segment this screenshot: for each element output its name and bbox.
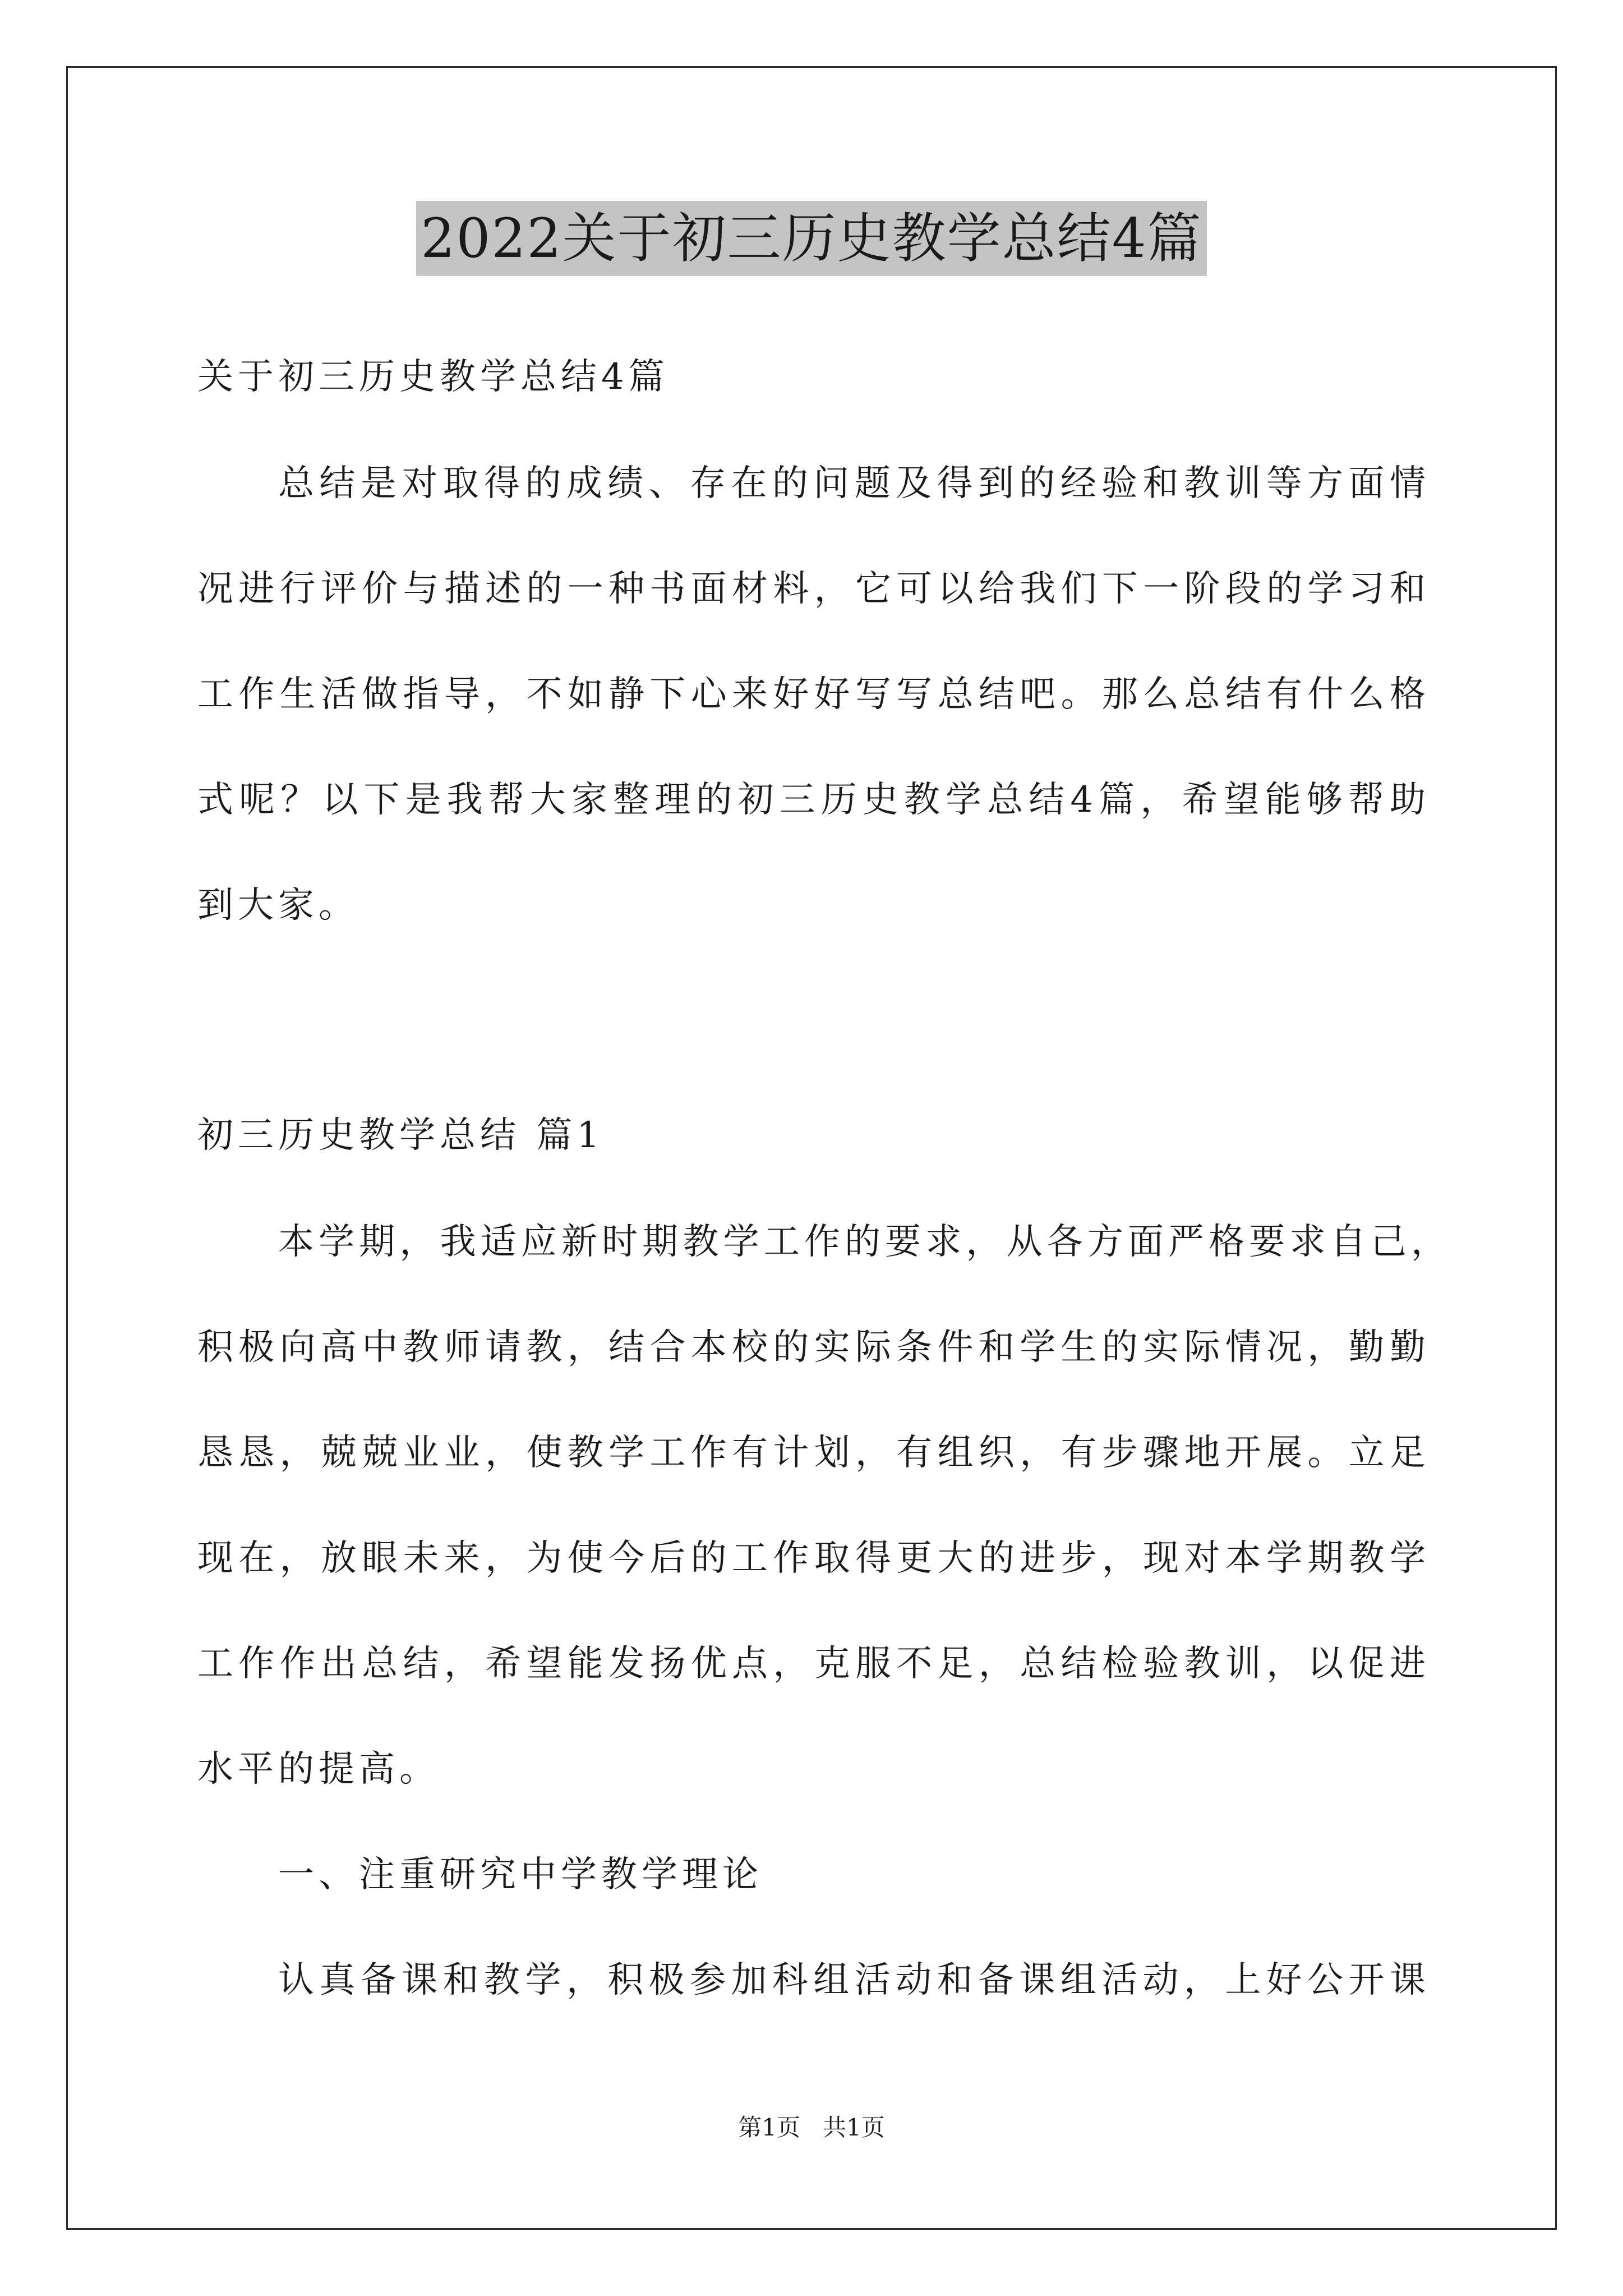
intro-line-4: 式呢？以下是我帮大家整理的初三历史教学总结4篇，希望能够帮助 xyxy=(197,779,1426,821)
document-subtitle: 关于初三历史教学总结4篇 xyxy=(197,356,669,398)
intro-line-2: 况进行评价与描述的一种书面材料，它可以给我们下一阶段的学习和 xyxy=(197,568,1426,610)
intro-line-5: 到大家。 xyxy=(197,885,359,926)
title-container xyxy=(0,201,1623,276)
section-line-5: 工作作出总结，希望能发扬优点，克服不足，总结检验教训，以促进 xyxy=(197,1643,1426,1685)
last-visible-line: 认真备课和教学，积极参加科组活动和备课组活动，上好公开课 xyxy=(278,1959,1426,2001)
section-line-4: 现在，放眼未来，为使今后的工作取得更大的进步，现对本学期教学 xyxy=(197,1538,1426,1579)
page-footer: 第1页 共1页 xyxy=(738,2114,885,2141)
subheading: 一、注重研究中学教学理论 xyxy=(278,1854,763,1895)
section-line-2: 积极向高中教师请教，结合本校的实际条件和学生的实际情况，勤勤 xyxy=(197,1327,1426,1368)
section-line-1: 本学期，我适应新时期教学工作的要求，从各方面严格要求自己， xyxy=(278,1221,1447,1263)
section-heading: 初三历史教学总结 篇1 xyxy=(197,1115,605,1156)
section-line-6: 水平的提高。 xyxy=(197,1749,440,1790)
section-line-3: 恳恳，兢兢业业，使教学工作有计划，有组织，有步骤地开展。立足 xyxy=(197,1432,1426,1474)
intro-line-1: 总结是对取得的成绩、存在的问题及得到的经验和教训等方面情 xyxy=(278,463,1426,504)
intro-line-3: 工作生活做指导，不如静下心来好好写写总结吧。那么总结有什么格 xyxy=(197,674,1426,715)
document-title: 2022关于初三历史教学总结4篇 xyxy=(416,201,1206,276)
